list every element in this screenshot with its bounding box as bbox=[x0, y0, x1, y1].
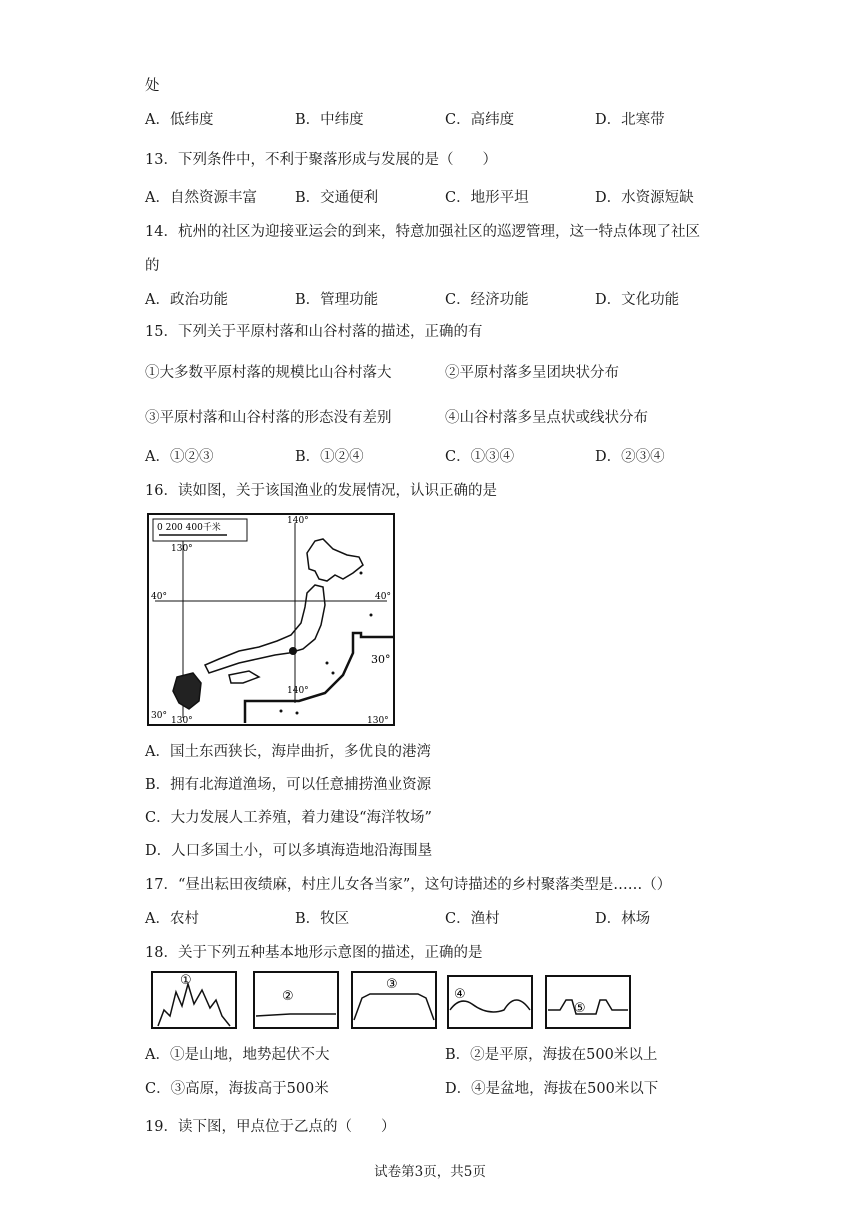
diagram-1-label: ① bbox=[180, 973, 192, 988]
page-footer: 试卷第3页，共5页 bbox=[374, 1164, 486, 1180]
q16-stem: 16．读如图，关于该国渔业的发展情况，认识正确的是 bbox=[145, 483, 497, 499]
q18-stem: 18．关于下列五种基本地形示意图的描述，正确的是 bbox=[145, 945, 483, 961]
scale-label: 0 200 400千米 bbox=[157, 523, 221, 533]
q15-statement-3: ③平原村落和山谷村落的形态没有差别 bbox=[145, 410, 392, 426]
q18-option-b[interactable]: B．②是平原，海拔在500米以上 bbox=[445, 1047, 658, 1063]
island bbox=[280, 710, 283, 713]
q14-option-a[interactable]: A．政治功能 bbox=[145, 292, 228, 308]
q16-option-b[interactable]: B．拥有北海道渔场，可以任意捕捞渔业资源 bbox=[145, 777, 432, 793]
lat-label-40-left: 40° bbox=[151, 592, 167, 602]
landform-diagrams bbox=[150, 970, 632, 1032]
lat-label-30-left: 30° bbox=[151, 711, 167, 721]
diagram-2-frame bbox=[254, 972, 338, 1028]
q16-option-d[interactable]: D．人口多国土小，可以多填海造地沿海围垦 bbox=[145, 843, 433, 859]
q15-stem: 15．下列关于平原村落和山谷村落的描述，正确的有 bbox=[145, 324, 483, 340]
q15-statement-4: ④山谷村落多呈点状或线状分布 bbox=[445, 410, 648, 426]
q12-option-b[interactable]: B．中纬度 bbox=[295, 112, 364, 128]
diagram-4-label: ④ bbox=[454, 987, 466, 1002]
q12-option-a[interactable]: A．低纬度 bbox=[145, 112, 214, 128]
q12-option-c[interactable]: C．高纬度 bbox=[445, 112, 515, 128]
q14-option-b[interactable]: B．管理功能 bbox=[295, 292, 379, 308]
island bbox=[332, 672, 335, 675]
city-marker bbox=[289, 647, 297, 655]
q15-option-d[interactable]: D．②③④ bbox=[595, 449, 665, 465]
q14-stem-line2: 的 bbox=[145, 258, 160, 274]
q15-option-c[interactable]: C．①③④ bbox=[445, 449, 515, 465]
q13-option-a[interactable]: A．自然资源丰富 bbox=[145, 190, 257, 206]
japan-map bbox=[147, 513, 395, 726]
lon-label-140-top: 140° bbox=[287, 516, 309, 526]
lon-label-130-right: 130° bbox=[367, 716, 389, 726]
q18-option-a[interactable]: A．①是山地，地势起伏不大 bbox=[145, 1047, 330, 1063]
island bbox=[296, 712, 299, 715]
lon-label-130-bottom: 130° bbox=[171, 716, 193, 726]
q16-option-a[interactable]: A．国土东西狭长，海岸曲折，多优良的港湾 bbox=[145, 744, 431, 760]
q17-option-a[interactable]: A．农村 bbox=[145, 911, 199, 927]
diagram-5-frame bbox=[546, 976, 630, 1028]
diagram-1-frame bbox=[152, 972, 236, 1028]
q18-option-d[interactable]: D．④是盆地，海拔在500米以下 bbox=[445, 1081, 659, 1097]
q14-stem-line1: 14．杭州的社区为迎接亚运会的到来，特意加强社区的巡逻管理，这一特点体现了社区 bbox=[145, 224, 700, 240]
island bbox=[370, 614, 373, 617]
q13-stem: 13．下列条件中，不利于聚落形成与发展的是（ ） bbox=[145, 152, 497, 168]
lat-label-40-right: 40° bbox=[375, 592, 391, 602]
q13-option-d[interactable]: D．水资源短缺 bbox=[595, 190, 694, 206]
q17-option-b[interactable]: B．牧区 bbox=[295, 911, 350, 927]
q13-option-c[interactable]: C．地形平坦 bbox=[445, 190, 529, 206]
island bbox=[326, 662, 329, 665]
q15-statement-1: ①大多数平原村落的规模比山谷村落大 bbox=[145, 365, 392, 381]
q15-statement-2: ②平原村落多呈团块状分布 bbox=[445, 365, 619, 381]
q14-option-d[interactable]: D．文化功能 bbox=[595, 292, 680, 308]
q17-option-d[interactable]: D．林场 bbox=[595, 911, 651, 927]
q13-option-b[interactable]: B．交通便利 bbox=[295, 190, 379, 206]
q15-option-b[interactable]: B．①②④ bbox=[295, 449, 364, 465]
q18-option-c[interactable]: C．③高原，海拔高于500米 bbox=[145, 1081, 329, 1097]
lat-label-30-right: 30° bbox=[371, 653, 391, 666]
q17-stem: 17．“昼出耘田夜绩麻，村庄儿女各当家”，这句诗描述的乡村聚落类型是……（） bbox=[145, 877, 672, 893]
lon-label-130-top: 130° bbox=[171, 544, 193, 554]
q16-option-c[interactable]: C．大力发展人工养殖，着力建设“海洋牧场” bbox=[145, 810, 432, 826]
q14-option-c[interactable]: C．经济功能 bbox=[445, 292, 529, 308]
diagram-5-label: ⑤ bbox=[574, 1001, 586, 1016]
island bbox=[360, 572, 363, 575]
diagram-2-label: ② bbox=[282, 989, 294, 1004]
q17-option-c[interactable]: C．渔村 bbox=[445, 911, 500, 927]
continued-text: 处 bbox=[145, 78, 160, 94]
q12-option-d[interactable]: D．北寒带 bbox=[595, 112, 665, 128]
lon-label-140-bottom: 140° bbox=[287, 686, 309, 696]
q15-option-a[interactable]: A．①②③ bbox=[145, 449, 214, 465]
q19-stem: 19．读下图，甲点位于乙点的（ ） bbox=[145, 1119, 396, 1135]
diagram-3-label: ③ bbox=[386, 977, 398, 992]
